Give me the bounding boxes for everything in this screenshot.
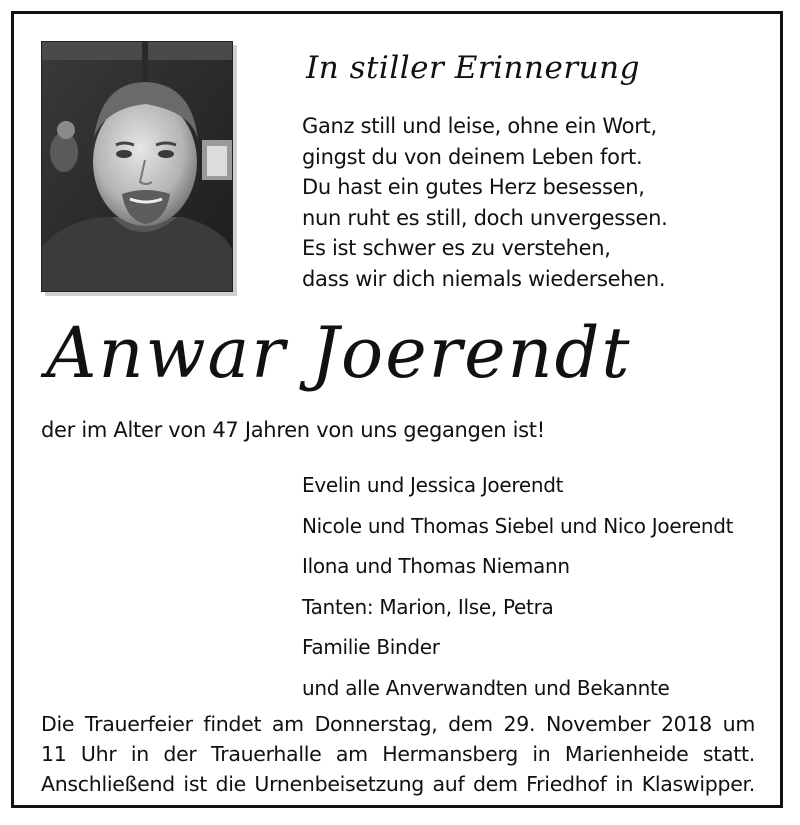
mourner-entry: Tanten: Marion, Ilse, Petra bbox=[302, 594, 554, 619]
mourner-entry: Ilona und Thomas Niemann bbox=[302, 554, 570, 578]
ceremony-details bbox=[41, 709, 755, 799]
portrait-photo bbox=[41, 41, 233, 292]
poem-line: Ganz still und leise, ohne ein Wort, bbox=[302, 114, 657, 138]
mourner-entry: Nicole und Thomas Siebel und Nico Joerendt bbox=[302, 513, 734, 538]
mourner-entry: und alle Anverwandten und Bekannte bbox=[302, 675, 670, 700]
mourner-entry: Familie Binder bbox=[302, 635, 440, 659]
mourner-entry: Evelin und Jessica Joerendt bbox=[302, 473, 564, 497]
deceased-name: Anwar Joerendt bbox=[46, 312, 632, 394]
poem-line: nun ruht es still, doch unvergessen. bbox=[302, 205, 668, 230]
portrait-image bbox=[42, 42, 233, 292]
ceremony-line: Die Trauerfeier findet am Donnerstag, dem 29. November 2018 um bbox=[41, 712, 755, 736]
memorial-heading: In stiller Erinnerung bbox=[306, 50, 640, 86]
mourners-list bbox=[302, 465, 733, 708]
memorial-poem bbox=[302, 111, 668, 294]
poem-line: gingst du von deinem Leben fort. bbox=[302, 144, 643, 169]
age-statement: der im Alter von 47 Jahren von uns gegangen ist! bbox=[41, 418, 545, 442]
poem-line: Es ist schwer es zu verstehen, bbox=[302, 236, 611, 260]
ceremony-line: 11 Uhr in der Trauerhalle am Hermansberg in Marienheide statt. bbox=[41, 742, 755, 766]
ceremony-line: Anschließend ist die Urnenbeisetzung auf dem Friedhof in Klaswipper. bbox=[41, 772, 755, 796]
poem-line: dass wir dich niemals wiedersehen. bbox=[302, 266, 666, 291]
poem-line: Du hast ein gutes Herz besessen, bbox=[302, 175, 645, 199]
